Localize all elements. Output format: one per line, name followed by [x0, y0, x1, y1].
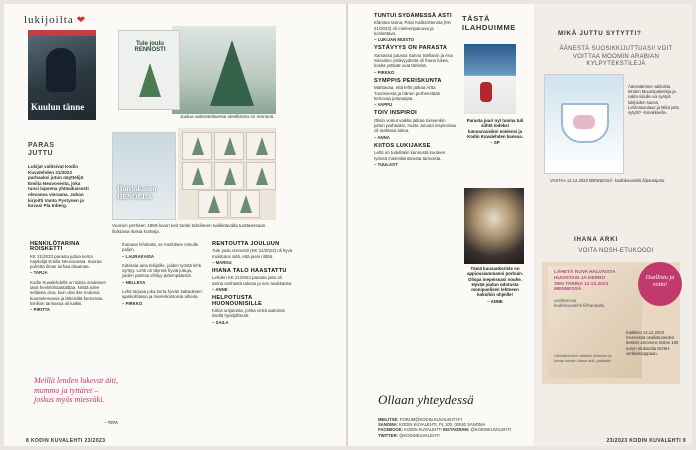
letter-signature: – PIRKKO — [374, 69, 395, 75]
book-tree — [139, 63, 161, 97]
tree-shape — [210, 40, 254, 106]
ad-details: Kaikkien 12.12.2023 mennessä osallistuneiden kesken arvomme kolme 100 euron etukoodia NOSH-verkkokauppaan. — [626, 330, 679, 356]
contact-heading: Ollaan yhteydessä — [378, 392, 474, 407]
cover-band — [28, 30, 96, 36]
paras-subtitle: JUTTU — [28, 150, 54, 157]
letter-body: Lehti on todellakin kannusta kuuteen työnsä mielenkiintoisista tarinoista. — [374, 150, 446, 161]
letter-body: Lehden KK 21/2023 parasta juttu oli tarina vanhasta talosta ja sen asukkaista. — [212, 275, 293, 286]
promo2-subtitle: VOITA NOSH-ETUKOODI — [578, 248, 654, 254]
snow-photo — [464, 44, 516, 114]
book-cover — [118, 30, 180, 110]
letter-body: Tule joulu rennosti! (KK 21/2023) oli hyvä muistutus siitä, että pieni riittää. — [212, 248, 293, 259]
participate-badge: Osallistu ja voita! — [638, 262, 682, 306]
right-letters — [374, 14, 456, 171]
letter-signature: – HELLEVA — [122, 279, 146, 285]
hallo-title: Huivinkanon HENOLLA — [117, 185, 157, 201]
letter-column-2 — [122, 242, 202, 310]
letter-signature: – LUKIJAN MUISTO — [374, 37, 415, 43]
letter-heading: IHANA TALO HAASTATTU — [212, 268, 287, 275]
ad-link[interactable]: osoitteessa kodinkuvalehti.fi/ihanaarki. — [554, 298, 606, 309]
letter-body: Kodin Kuvalehdellä on taitoa omaiseen tänä henkilöhaastalttaa. Niistä tulee sellaista oloa, kuin olisi itse mukana kuuntelemassa ja läheisiltä kertomaa. Emilian tarinassa oli kaikki. — [30, 279, 106, 306]
contact-list — [378, 417, 511, 438]
quote-signature: – SP — [490, 140, 500, 146]
letter-signature: – ANNA — [374, 134, 390, 140]
letter-body: Samassa jutussa Sanna Stellanin ja Ana Sinisalon ystävyydestä oli ihana lukea, koska ystävät ovat tärkeitä. — [374, 52, 453, 69]
quote-text: Tämä kuusankoriste on appiousiammanni porhuin. Olispa mepeissasi nouhe. Hyvää joulun odotusta monipuolisen lehteeen kokoihin ohjeille! — [466, 266, 524, 298]
letter-body: Elämäni tarina: Päivi Kallioristensta (KK 21/2023) oli mieleenpainuva ja koskettava. — [374, 20, 452, 36]
letter-signature: – PIRKKO — [122, 300, 143, 306]
tasta-title: TÄSTÄ ILAHDUIMME — [462, 14, 516, 32]
caption-trees: Joulua valmisteltaessa oleellisinta on rennous. — [180, 114, 275, 119]
letter-signature: – LAURAKAISA — [122, 253, 154, 259]
promo1-title: MIKÄ JUTTU SYTYTTI? — [558, 30, 642, 37]
ad-headline: LÄHETÄ KUVA HALVAISTA HUVISTASI JA KERRO SEN TARINA 12.12.2023 MENNESSÄ — [554, 270, 616, 293]
pull-quote: Meillä lenden lukevat äiti, mummo ja tyttäret – joskus myös miesväki. — [34, 376, 118, 404]
paras-title: PARAS — [28, 142, 55, 149]
moomin-photo — [544, 74, 624, 174]
letter-signature: – TUULAST — [374, 161, 398, 167]
heart-icon: ❤ — [76, 15, 87, 26]
cover-title: Kuulun tänne — [31, 102, 85, 112]
letter-body: Ihanana lehdestä, se merkitsee minulle paljon. — [122, 242, 199, 253]
letter-heading: TOIV INSPIROI — [374, 110, 417, 117]
book-title: Tule joulu RENNOSTI — [134, 41, 166, 53]
figure-shape — [480, 82, 492, 102]
letter-body: Mahtavaa, että lehti jatkaa Artta Tuomisesta ja hänen perheestään kertovaa juttusarjaa. — [374, 85, 441, 101]
promo1-deadline[interactable]: VASTAA 12.12.2023 MENNESSÄ: kodinkuvalehti.fi/parasjuttu. — [550, 178, 666, 183]
quote-signature: – ANNE — [487, 298, 503, 304]
promo1-subtitle: ÄÄNESTÄ SUOSIKKIJUTTUASI! VOIT VOITTAA MOOMIN ARABIAN KYLPYTEKSTILEJÄ — [559, 46, 673, 67]
contact-post: SANOMA: KODIN KUVALEHTI, PL 100, 00040 SANOMA — [378, 422, 486, 428]
card — [198, 190, 228, 218]
letter-body: Olisin voinut vaikka jatkaa toiseenkin juttun parhaaksi, mutta Jutusta inspiroivaa oli mahtava lukea. — [374, 117, 457, 134]
card — [214, 132, 244, 160]
paras-caption: Lukijat valitsivat Kodin Kuvalehden 21/2023 parhaaksi jutun näyttelijä Emilia Neuvosesta, joka tunsi lapsena yhtäaikaisesti olevansa vieraana. Juhan kirjoitti Vanto Pystynen ja kuvasi Pia Inberg. — [28, 164, 89, 209]
moomin-art — [573, 115, 595, 129]
letter-heading: KIITOS LUKIJAKSE — [374, 142, 431, 149]
reader-quote-2 — [466, 266, 524, 308]
xmas-photo — [172, 26, 276, 114]
promo2-title: IHANA ARKI — [574, 236, 618, 243]
letter-heading: SYMPPIS PERISKUNTA — [374, 77, 442, 84]
caption-cards: Vuorien perheen 1950-luvun keit toristi tahdiseen kaikkitavalla tuottaessaan iloistavia iloisia kortteja. — [112, 223, 266, 234]
letter-heading: RENTOUTTA JOULUUN — [212, 241, 280, 247]
letter-signature: – MARKU — [212, 259, 232, 265]
card — [246, 132, 276, 160]
card — [246, 162, 276, 190]
letter-body: Lehti tarjoaa joka kerta hyvän kattauksen ajankohtaisia ja mielenkiintoisia aiheita. — [122, 289, 202, 300]
letter-body: KK 21/2023 parasta juttua kertoi näyttelijä Emilia Neuvonesta. Suoraa puhetta ilman turhaa draamaa. — [30, 253, 102, 270]
section-title: lukijoilta ❤ — [24, 14, 87, 26]
quote-text: Parasta juuri nyt tuoma tuli siihtä lodeksi lumoarvaisiksi mielensi ja Kodin Kuvalehden kanssa. — [466, 118, 524, 139]
card — [182, 162, 212, 190]
letter-column-3 — [212, 242, 294, 329]
letter-signature: – SAILA — [212, 319, 229, 325]
letter-column-1 — [30, 242, 110, 317]
card — [182, 132, 212, 160]
letter-signature: – PIRITTA — [30, 307, 50, 313]
letter-signature: – ANNE — [212, 287, 228, 293]
letter-heading: HELPOTUSTA HUONOUNISILLE — [212, 295, 263, 307]
contact-email[interactable]: MEILITSE: FORUM@KODIN.KUVALEHTI.FI — [378, 417, 462, 422]
moomin-text: Äänestämme valituista lehden Muumipaketteja ja valita sinulle voi syntyä lukijoiden sanan, Lehmänaulaus ja Mikä juttu sytytti? -lomakkeella. — [628, 84, 679, 116]
cover-person — [46, 48, 76, 92]
letter-heading: HENKILÖTARINA ROISKETTI — [30, 241, 80, 253]
card — [230, 190, 260, 218]
contact-social[interactable]: FACEBOOK: KODIN KUVALEHTI INSTAGRAM: @KODINKUVALEHTI — [378, 427, 511, 433]
right-folio: 23/2023 KODIN KUVALEHTI 9 — [606, 438, 686, 444]
letter-heading: YSTÄVYYS ON PARASTA — [374, 45, 448, 52]
card — [214, 162, 244, 190]
pull-quote-signature: – TIITA — [104, 420, 119, 425]
card-grid-photo — [178, 128, 276, 220]
contact-twitter[interactable]: TWITTER: @KODINKUVALEHTI — [378, 432, 440, 438]
letter-body: Kiitos unijutusta, jonka vinkit auttoivat itsellä hyödyllisesti. — [212, 307, 285, 319]
letter-body: Kiitoksia aina tekijöille, joiden työstä lehti syntyy. Lehti on täynnä hyviä juttuja, joiden parissa viihtyy pidempäänkin. — [122, 262, 202, 279]
letter-heading: TUNTUI SYDÄMESSÄ ASTI — [374, 13, 452, 19]
letter-signature: – VAPPU — [374, 102, 393, 108]
cover-photo — [28, 30, 96, 120]
ad-caption: Lähettäneiden valitsee yhteinen ja kuvan lehden Ihana arki -palstalle. — [554, 354, 612, 363]
letter-signature: – TARJA — [30, 270, 48, 276]
reader-quote-1 — [466, 118, 524, 149]
left-folio: 8 KODIN KUVALEHTI 23/2023 — [26, 438, 106, 444]
bauble-photo — [464, 188, 524, 264]
hallo-cover — [112, 132, 176, 220]
